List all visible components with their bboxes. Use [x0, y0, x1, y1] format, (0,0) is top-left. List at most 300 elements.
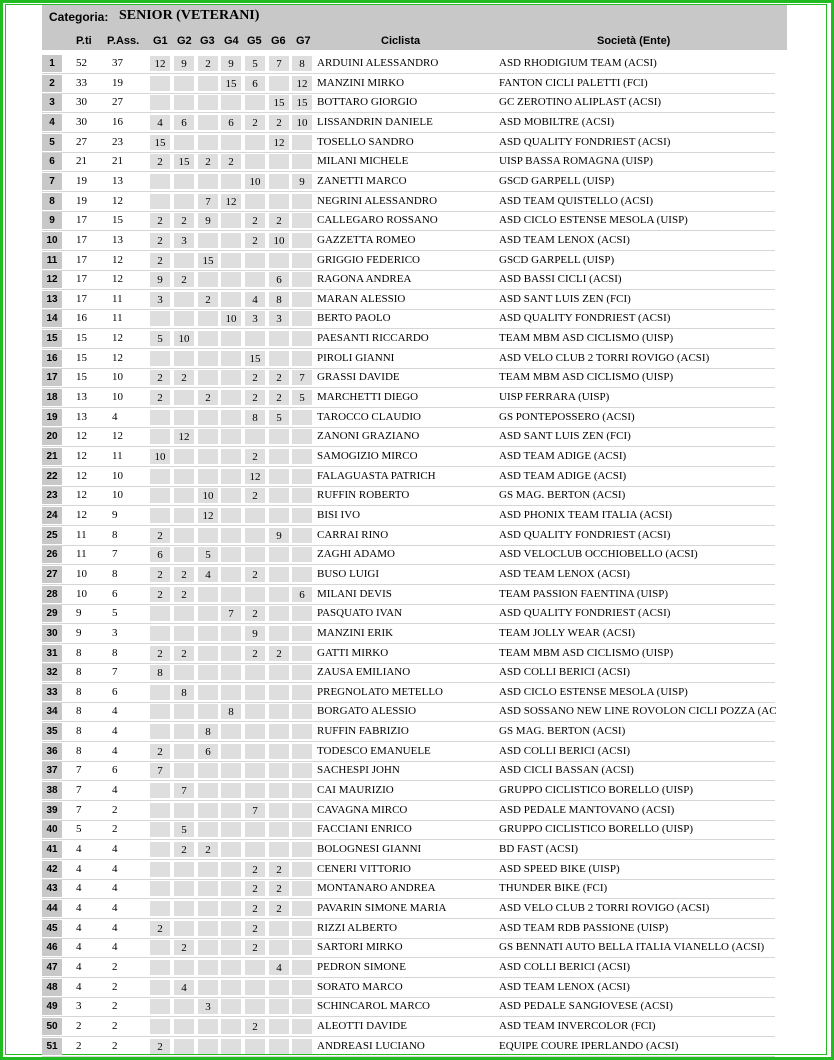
race-score-cell-g6 [269, 803, 289, 818]
race-score-cell-g4 [221, 822, 241, 837]
table-row [0, 899, 834, 919]
race-score-cell-g4 [221, 842, 241, 857]
team-cell: THUNDER BIKE (FCI) [499, 882, 608, 895]
race-score-cell-g6 [269, 508, 289, 523]
race-score-cell-g3: 2 [198, 292, 218, 307]
team-cell: ASD TEAM LENOX (ACSI) [499, 980, 630, 993]
race-score-cell-g2: 2 [174, 272, 194, 287]
race-score-cell-g6 [269, 704, 289, 719]
race-score-cell-g7 [292, 547, 312, 562]
table-row [0, 997, 834, 1017]
race-score-cell-g1 [150, 822, 170, 837]
race-score-cell-g3: 10 [198, 488, 218, 503]
team-cell: ASD SOSSANO NEW LINE ROVOLON CICLI POZZA (AC [499, 705, 777, 718]
points-cell: 17 [76, 233, 87, 246]
race-score-cell-g2 [174, 763, 194, 778]
points-cell: 17 [76, 292, 87, 305]
team-cell: ASD BASSI CICLI (ACSI) [499, 273, 622, 286]
rank-cell: 19 [42, 409, 62, 426]
rank-cell: 11 [42, 252, 62, 269]
race-score-cell-g4 [221, 783, 241, 798]
points-cell: 4 [76, 921, 82, 934]
rank-cell: 46 [42, 939, 62, 956]
race-score-cell-g4 [221, 665, 241, 680]
race-score-cell-g6 [269, 921, 289, 936]
rider-name-cell: CENERI VITTORIO [317, 862, 412, 875]
race-score-cell-g3 [198, 862, 218, 877]
assigned-points-cell: 2 [112, 1019, 118, 1032]
points-cell: 4 [76, 901, 82, 914]
table-row [0, 251, 834, 271]
rank-cell: 12 [42, 271, 62, 288]
table-row [0, 427, 834, 447]
race-score-cell-g1: 8 [150, 665, 170, 680]
race-score-cell-g6 [269, 606, 289, 621]
points-cell: 4 [76, 862, 82, 875]
team-cell: GS MAG. BERTON (ACSI) [499, 489, 626, 502]
rider-name-cell: MANZINI MIRKO [317, 76, 405, 89]
race-score-cell-g7 [292, 842, 312, 857]
points-cell: 21 [76, 155, 87, 168]
race-score-cell-g6 [269, 253, 289, 268]
race-score-cell-g7 [292, 488, 312, 503]
race-score-cell-g2 [174, 410, 194, 425]
race-score-cell-g3: 2 [198, 56, 218, 71]
assigned-points-cell: 15 [112, 214, 123, 227]
race-score-cell-g7 [292, 410, 312, 425]
table-row [0, 388, 834, 408]
race-score-cell-g7 [292, 272, 312, 287]
race-score-cell-g4 [221, 921, 241, 936]
race-score-cell-g4 [221, 881, 241, 896]
table-row [0, 702, 834, 722]
table-row [0, 604, 834, 624]
rank-cell: 34 [42, 703, 62, 720]
points-cell: 3 [76, 1000, 82, 1013]
team-cell: ASD RHODIGIUM TEAM (ACSI) [499, 57, 657, 69]
race-score-cell-g3 [198, 410, 218, 425]
race-score-cell-g1 [150, 429, 170, 444]
points-cell: 4 [76, 882, 82, 895]
race-score-cell-g3 [198, 1039, 218, 1054]
race-score-cell-g5 [245, 194, 265, 209]
race-score-cell-g4 [221, 587, 241, 602]
race-score-cell-g4 [221, 429, 241, 444]
race-score-cell-g6: 2 [269, 901, 289, 916]
points-cell: 12 [76, 508, 87, 521]
race-score-cell-g1: 2 [150, 567, 170, 582]
rider-name-cell: MILANI MICHELE [317, 155, 409, 168]
race-score-cell-g3 [198, 763, 218, 778]
race-score-cell-g2: 2 [174, 842, 194, 857]
race-score-cell-g2: 15 [174, 154, 194, 169]
rank-cell: 5 [42, 134, 62, 151]
race-score-cell-g5 [245, 960, 265, 975]
assigned-points-cell: 6 [112, 587, 118, 600]
race-score-cell-g1 [150, 194, 170, 209]
race-score-cell-g2 [174, 626, 194, 641]
points-cell: 19 [76, 194, 87, 207]
race-score-cell-g7 [292, 980, 312, 995]
points-cell: 30 [76, 115, 87, 128]
race-score-cell-g3 [198, 901, 218, 916]
race-score-cell-g1 [150, 999, 170, 1014]
race-score-cell-g2: 10 [174, 331, 194, 346]
race-score-cell-g2 [174, 960, 194, 975]
race-score-cell-g1 [150, 469, 170, 484]
assigned-points-cell: 2 [112, 960, 118, 973]
race-score-cell-g5: 15 [245, 351, 265, 366]
race-score-cell-g2 [174, 724, 194, 739]
rank-cell: 15 [42, 330, 62, 347]
rank-cell: 10 [42, 232, 62, 249]
race-score-cell-g6 [269, 822, 289, 837]
points-cell: 15 [76, 351, 87, 364]
col-head-g6: G6 [271, 35, 286, 47]
rider-name-cell: TOSELLO SANDRO [317, 135, 414, 148]
race-score-cell-g3 [198, 704, 218, 719]
rank-cell: 18 [42, 389, 62, 406]
points-cell: 12 [76, 430, 87, 443]
race-score-cell-g3 [198, 351, 218, 366]
rider-name-cell: RIZZI ALBERTO [317, 921, 398, 934]
race-score-cell-g6: 2 [269, 213, 289, 228]
race-score-cell-g1 [150, 960, 170, 975]
race-score-cell-g6: 2 [269, 862, 289, 877]
race-score-cell-g1 [150, 1019, 170, 1034]
race-score-cell-g6 [269, 76, 289, 91]
points-cell: 15 [76, 371, 87, 384]
race-score-cell-g1: 2 [150, 390, 170, 405]
race-score-cell-g7 [292, 783, 312, 798]
race-score-cell-g4 [221, 508, 241, 523]
team-cell: ASD TEAM RDB PASSIONE (UISP) [499, 921, 669, 934]
race-score-cell-g3: 2 [198, 390, 218, 405]
race-score-cell-g1 [150, 626, 170, 641]
rank-cell: 9 [42, 212, 62, 229]
race-score-cell-g2 [174, 704, 194, 719]
race-score-cell-g2 [174, 488, 194, 503]
race-score-cell-g4: 7 [221, 606, 241, 621]
race-score-cell-g3 [198, 626, 218, 641]
assigned-points-cell: 12 [112, 332, 123, 345]
team-cell: ASD SANT LUIS ZEN (FCI) [499, 292, 631, 305]
points-cell: 10 [76, 587, 87, 600]
race-score-cell-g7 [292, 704, 312, 719]
race-score-cell-g2 [174, 803, 194, 818]
race-score-cell-g7 [292, 763, 312, 778]
team-cell: UISP FERRARA (UISP) [499, 391, 610, 404]
points-cell: 13 [76, 410, 87, 423]
team-cell: ASD QUALITY FONDRIEST (ACSI) [499, 528, 671, 541]
rider-name-cell: ZAUSA EMILIANO [317, 666, 411, 679]
assigned-points-cell: 11 [112, 292, 123, 305]
rider-name-cell: CALLEGARO ROSSANO [317, 214, 438, 227]
race-score-cell-g2 [174, 547, 194, 562]
rank-cell: 36 [42, 743, 62, 760]
table-row [0, 329, 834, 349]
points-cell: 10 [76, 567, 87, 580]
points-cell: 4 [76, 843, 82, 855]
table-row [0, 486, 834, 506]
rank-cell: 35 [42, 723, 62, 740]
race-score-cell-g5: 2 [245, 449, 265, 464]
race-score-cell-g4 [221, 292, 241, 307]
rank-cell: 38 [42, 782, 62, 799]
race-score-cell-g1 [150, 724, 170, 739]
race-score-cell-g3 [198, 1019, 218, 1034]
race-score-cell-g7 [292, 567, 312, 582]
race-score-cell-g2: 2 [174, 213, 194, 228]
rank-cell: 22 [42, 468, 62, 485]
team-cell: ASD VELO CLUB 2 TORRI ROVIGO (ACSI) [499, 351, 710, 364]
team-cell: ASD COLLI BERICI (ACSI) [499, 744, 631, 757]
race-score-cell-g6: 2 [269, 390, 289, 405]
rank-cell: 20 [42, 428, 62, 445]
race-score-cell-g4 [221, 1039, 241, 1054]
race-score-cell-g5 [245, 1039, 265, 1054]
table-row [0, 133, 834, 153]
race-score-cell-g5 [245, 95, 265, 110]
race-score-cell-g5: 4 [245, 292, 265, 307]
race-score-cell-g6 [269, 685, 289, 700]
table-row [0, 290, 834, 310]
table-row [0, 663, 834, 683]
race-score-cell-g5 [245, 253, 265, 268]
points-cell: 4 [76, 941, 82, 954]
race-score-cell-g6: 7 [269, 56, 289, 71]
col-head-g5: G5 [247, 35, 262, 47]
race-score-cell-g4 [221, 862, 241, 877]
race-score-cell-g6: 6 [269, 272, 289, 287]
race-score-cell-g7 [292, 724, 312, 739]
race-score-cell-g4 [221, 999, 241, 1014]
table-row [0, 447, 834, 467]
race-score-cell-g3 [198, 881, 218, 896]
race-score-cell-g7: 9 [292, 174, 312, 189]
race-score-cell-g4 [221, 685, 241, 700]
table-row [0, 565, 834, 585]
race-score-cell-g3 [198, 606, 218, 621]
team-cell: ASD CICLO ESTENSE MESOLA (UISP) [499, 214, 688, 227]
race-score-cell-g7 [292, 606, 312, 621]
assigned-points-cell: 10 [112, 489, 123, 502]
rank-cell: 45 [42, 920, 62, 937]
table-row [0, 368, 834, 388]
category-title: SENIOR (VETERANI) [119, 8, 260, 23]
race-score-cell-g6 [269, 940, 289, 955]
rank-cell: 39 [42, 802, 62, 819]
table-row [0, 526, 834, 546]
assigned-points-cell: 6 [112, 764, 118, 777]
team-cell: EQUIPE COURE IPERLANDO (ACSI) [499, 1039, 679, 1052]
race-score-cell-g1: 4 [150, 115, 170, 130]
race-score-cell-g2: 2 [174, 646, 194, 661]
race-score-cell-g3 [198, 311, 218, 326]
table-row [0, 545, 834, 565]
race-score-cell-g4 [221, 390, 241, 405]
race-score-cell-g1: 5 [150, 331, 170, 346]
race-score-cell-g3 [198, 76, 218, 91]
team-cell: BD FAST (ACSI) [499, 843, 579, 855]
race-score-cell-g7: 5 [292, 390, 312, 405]
race-score-cell-g7 [292, 646, 312, 661]
race-score-cell-g1 [150, 901, 170, 916]
race-score-cell-g2 [174, 95, 194, 110]
race-score-cell-g4: 2 [221, 154, 241, 169]
rank-cell: 8 [42, 193, 62, 210]
race-score-cell-g4: 6 [221, 115, 241, 130]
race-score-cell-g2 [174, 744, 194, 759]
assigned-points-cell: 23 [112, 135, 123, 148]
race-score-cell-g2 [174, 1019, 194, 1034]
race-score-cell-g5 [245, 685, 265, 700]
assigned-points-cell: 11 [112, 450, 123, 462]
assigned-points-cell: 3 [112, 626, 118, 639]
table-row [0, 172, 834, 192]
table-row [0, 408, 834, 428]
race-score-cell-g3 [198, 980, 218, 995]
race-score-cell-g4 [221, 174, 241, 189]
rider-name-cell: PIROLI GIANNI [317, 351, 395, 364]
points-cell: 19 [76, 174, 87, 187]
race-score-cell-g3 [198, 331, 218, 346]
rank-cell: 21 [42, 448, 62, 465]
race-score-cell-g5: 10 [245, 174, 265, 189]
race-score-cell-g6: 2 [269, 646, 289, 661]
race-score-cell-g3: 2 [198, 842, 218, 857]
race-score-cell-g6 [269, 154, 289, 169]
rider-name-cell: PAESANTI RICCARDO [317, 332, 429, 345]
race-score-cell-g7 [292, 960, 312, 975]
points-cell: 15 [76, 332, 87, 345]
race-score-cell-g3 [198, 469, 218, 484]
race-score-cell-g1 [150, 488, 170, 503]
race-score-cell-g4: 9 [221, 56, 241, 71]
race-score-cell-g5: 2 [245, 233, 265, 248]
race-score-cell-g7 [292, 744, 312, 759]
race-score-cell-g5: 2 [245, 940, 265, 955]
race-score-cell-g1: 2 [150, 213, 170, 228]
assigned-points-cell: 8 [112, 528, 118, 541]
col-head-points: P.ti [76, 35, 92, 47]
race-score-cell-g4 [221, 469, 241, 484]
points-cell: 8 [76, 744, 82, 757]
race-score-cell-g6 [269, 429, 289, 444]
race-score-cell-g1: 2 [150, 154, 170, 169]
race-score-cell-g7: 10 [292, 115, 312, 130]
assigned-points-cell: 4 [112, 784, 118, 797]
rider-name-cell: BOTTARO GIORGIO [317, 96, 418, 109]
race-score-cell-g2 [174, 665, 194, 680]
race-score-cell-g4 [221, 646, 241, 661]
rider-name-cell: CAVAGNA MIRCO [317, 803, 408, 816]
points-cell: 52 [76, 57, 87, 69]
assigned-points-cell: 4 [112, 882, 118, 895]
race-score-cell-g6 [269, 331, 289, 346]
race-score-cell-g1 [150, 783, 170, 798]
race-score-cell-g7 [292, 154, 312, 169]
race-score-cell-g3: 8 [198, 724, 218, 739]
team-cell: ASD VELO CLUB 2 TORRI ROVIGO (ACSI) [499, 901, 710, 914]
table-row [0, 742, 834, 762]
rank-cell: 29 [42, 605, 62, 622]
rank-cell: 50 [42, 1018, 62, 1035]
assigned-points-cell: 4 [112, 941, 118, 954]
race-score-cell-g3 [198, 528, 218, 543]
team-cell: GS MAG. BERTON (ACSI) [499, 725, 626, 738]
rider-name-cell: FACCIANI ENRICO [317, 823, 412, 836]
race-score-cell-g4 [221, 331, 241, 346]
rider-name-cell: GAZZETTA ROMEO [317, 233, 416, 246]
race-score-cell-g3 [198, 95, 218, 110]
points-cell: 12 [76, 469, 87, 482]
assigned-points-cell: 12 [112, 253, 123, 266]
assigned-points-cell: 12 [112, 351, 123, 364]
race-score-cell-g1 [150, 940, 170, 955]
rider-name-cell: MONTANARO ANDREA [317, 882, 436, 895]
rider-name-cell: ARDUINI ALESSANDRO [317, 57, 439, 69]
race-score-cell-g6 [269, 194, 289, 209]
race-score-cell-g3 [198, 115, 218, 130]
race-score-cell-g5: 9 [245, 626, 265, 641]
race-score-cell-g6: 9 [269, 528, 289, 543]
rider-name-cell: SAMOGIZIO MIRCO [317, 450, 418, 462]
race-score-cell-g2 [174, 390, 194, 405]
table-row [0, 506, 834, 526]
points-cell: 5 [76, 823, 82, 836]
assigned-points-cell: 5 [112, 607, 118, 620]
race-score-cell-g2 [174, 508, 194, 523]
race-score-cell-g7 [292, 921, 312, 936]
race-score-cell-g4: 15 [221, 76, 241, 91]
assigned-points-cell: 7 [112, 666, 118, 679]
race-score-cell-g2 [174, 351, 194, 366]
team-cell: ASD TEAM QUISTELLO (ACSI) [499, 194, 654, 207]
race-score-cell-g3 [198, 822, 218, 837]
points-cell: 33 [76, 76, 87, 89]
rider-name-cell: RAGONA ANDREA [317, 273, 412, 286]
race-score-cell-g7 [292, 1039, 312, 1054]
rider-name-cell: PASQUATO IVAN [317, 607, 403, 620]
points-cell: 8 [76, 725, 82, 738]
rank-cell: 14 [42, 310, 62, 327]
race-score-cell-g2 [174, 449, 194, 464]
race-score-cell-g1: 2 [150, 370, 170, 385]
race-score-cell-g1: 2 [150, 587, 170, 602]
race-score-cell-g7 [292, 213, 312, 228]
points-cell: 17 [76, 273, 87, 286]
team-cell: TEAM MBM ASD CICLISMO (UISP) [499, 646, 674, 659]
rider-name-cell: MILANI DEVIS [317, 587, 392, 600]
race-score-cell-g1 [150, 95, 170, 110]
team-cell: TEAM MBM ASD CICLISMO (UISP) [499, 371, 674, 384]
team-cell: TEAM JOLLY WEAR (ACSI) [499, 626, 636, 639]
race-score-cell-g5 [245, 154, 265, 169]
race-score-cell-g1: 3 [150, 292, 170, 307]
race-score-cell-g3: 7 [198, 194, 218, 209]
rank-cell: 6 [42, 153, 62, 170]
race-score-cell-g3: 6 [198, 744, 218, 759]
race-score-cell-g5: 5 [245, 56, 265, 71]
team-cell: TEAM PASSION FAENTINA (UISP) [499, 587, 668, 600]
race-score-cell-g3 [198, 233, 218, 248]
points-cell: 9 [76, 607, 82, 620]
assigned-points-cell: 4 [112, 921, 118, 934]
col-head-team: Società (Ente) [597, 35, 671, 47]
race-score-cell-g2 [174, 1039, 194, 1054]
rider-name-cell: ANDREASI LUCIANO [317, 1039, 425, 1052]
